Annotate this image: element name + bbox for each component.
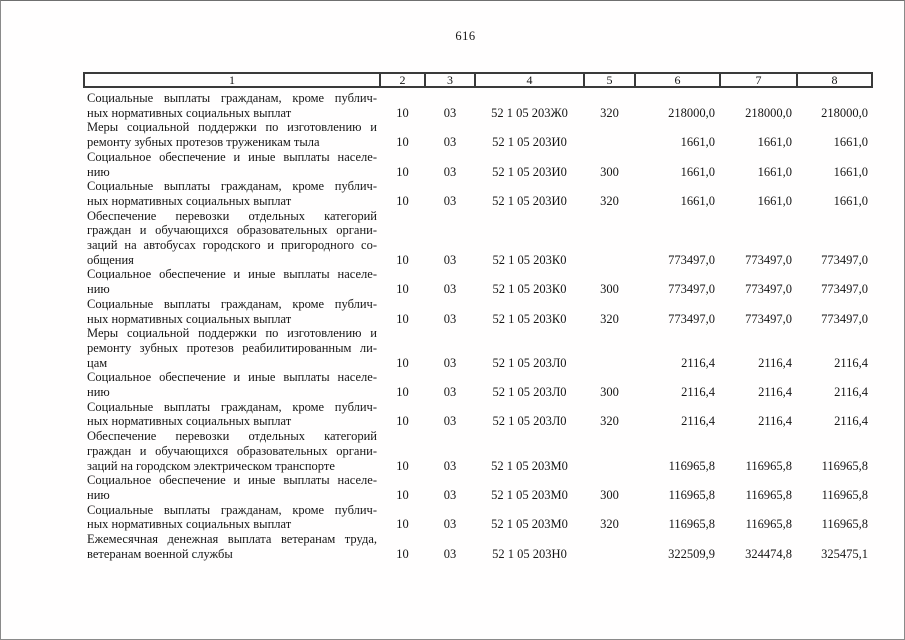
row-title: Социальное обеспечение и иные выплаты населе- нию: [87, 267, 377, 297]
cell-col7: 116965,8: [745, 458, 792, 473]
cell-col2: 10: [396, 311, 409, 326]
cell-col3: 03: [443, 135, 457, 150]
cell-col4: 52 1 05 203Н0: [492, 546, 567, 561]
cell-col3: 03: [443, 164, 457, 179]
table-row: [84, 400, 872, 429]
row-title: Социальные выплаты гражданам, кроме публич- ных нормативных социальных выплат: [87, 502, 377, 532]
cell-col6: 773497,0: [668, 311, 715, 326]
cell-col4: 52 1 05 203Л0: [492, 355, 567, 370]
table-row: [84, 297, 872, 326]
cell-col4: 52 1 05 203И0: [492, 135, 567, 150]
cell-col3: 03: [443, 252, 457, 267]
budget-table: [83, 72, 873, 562]
cell-col3: 03: [443, 385, 457, 400]
cell-col7: 116965,8: [745, 487, 792, 502]
cell-col2: 10: [396, 135, 409, 150]
cell-col6: 2116,4: [681, 355, 715, 370]
cell-col3: 03: [443, 311, 457, 326]
cell-col3: 03: [443, 282, 457, 297]
row-title: Социальные выплаты гражданам, кроме публич- ных нормативных социальных выплат: [87, 296, 377, 326]
row-title: Ежемесячная денежная выплата ветеранам труда, ветеранам военной службы: [87, 532, 377, 561]
cell-col7: 116965,8: [745, 517, 792, 532]
cell-col2: 10: [396, 546, 409, 561]
cell-col2: 10: [396, 458, 409, 473]
cell-col6: 2116,4: [681, 414, 715, 429]
cell-col4: 52 1 05 203К0: [492, 311, 567, 326]
cell-col5: 300: [600, 385, 619, 400]
table-row: [84, 473, 872, 502]
cell-col2: 10: [396, 252, 409, 267]
table-row: [84, 429, 872, 473]
cell-col6: 1661,0: [680, 193, 715, 208]
table-row: [84, 120, 872, 149]
row-title: Меры социальной поддержки по изготовлению и ремонту зубных протезов реабилитированным ли- цам: [87, 326, 377, 370]
cell-col4: 52 1 05 203М0: [491, 487, 568, 502]
cell-col3: 03: [443, 414, 457, 429]
cell-col4: 52 1 05 203К0: [492, 282, 567, 297]
cell-col8: 1661,0: [833, 193, 868, 208]
table-row: [84, 150, 872, 179]
header-cell-4: 4: [475, 73, 584, 87]
cell-col4: 52 1 05 203И0: [492, 164, 567, 179]
cell-col3: 03: [443, 487, 457, 502]
cell-col5: 320: [600, 517, 619, 532]
cell-col6: 116965,8: [668, 458, 715, 473]
row-title: Социальное обеспечение и иные выплаты населе- нию: [87, 149, 377, 179]
cell-col3: 03: [443, 355, 457, 370]
cell-col7: 1661,0: [757, 164, 792, 179]
cell-col5: 320: [600, 414, 619, 429]
cell-col7: 773497,0: [745, 252, 792, 267]
cell-col3: 03: [443, 193, 457, 208]
cell-col6: 218000,0: [668, 105, 715, 120]
cell-col6: 322509,9: [668, 546, 715, 561]
cell-col3: 03: [443, 517, 457, 532]
cell-col6: 773497,0: [668, 252, 715, 267]
cell-col2: 10: [396, 517, 409, 532]
cell-col7: 773497,0: [745, 311, 792, 326]
cell-col3: 03: [443, 546, 457, 561]
table-header-row: [84, 73, 872, 87]
cell-col8: 116965,8: [821, 487, 868, 502]
cell-col5: [584, 429, 635, 473]
table-row: [84, 209, 872, 268]
cell-col6: 773497,0: [668, 282, 715, 297]
table-row: [84, 532, 872, 561]
cell-col8: 773497,0: [821, 311, 868, 326]
cell-col8: 116965,8: [821, 458, 868, 473]
cell-col5: 300: [600, 164, 619, 179]
cell-col5: [584, 326, 635, 370]
cell-col4: 52 1 05 203Л0: [492, 385, 567, 400]
cell-col8: 1661,0: [833, 164, 868, 179]
cell-col8: 773497,0: [821, 252, 868, 267]
cell-col2: 10: [396, 282, 409, 297]
cell-col4: 52 1 05 203Л0: [492, 414, 567, 429]
row-title: Социальное обеспечение и иные выплаты населе- нию: [87, 370, 377, 400]
cell-col8: 1661,0: [833, 135, 868, 150]
cell-col7: 2116,4: [758, 414, 792, 429]
cell-col6: 1661,0: [680, 135, 715, 150]
cell-col5: 320: [600, 193, 619, 208]
cell-col8: 2116,4: [834, 385, 868, 400]
row-title: Социальные выплаты гражданам, кроме публич- ных нормативных социальных выплат: [87, 179, 377, 208]
table-row: [84, 87, 872, 120]
header-cell-3: 3: [425, 73, 475, 87]
cell-col2: 10: [396, 164, 409, 179]
cell-col7: 773497,0: [745, 282, 792, 297]
cell-col5: [584, 532, 635, 561]
cell-col2: 10: [396, 193, 409, 208]
cell-col6: 2116,4: [681, 385, 715, 400]
cell-col7: 2116,4: [758, 385, 792, 400]
table-row: [84, 179, 872, 208]
cell-col7: 324474,8: [745, 546, 792, 561]
cell-col7: 1661,0: [757, 193, 792, 208]
cell-col8: 116965,8: [821, 517, 868, 532]
row-title: Социальные выплаты гражданам, кроме публич- ных нормативных социальных выплат: [87, 399, 377, 429]
cell-col4: 52 1 05 203М0: [491, 517, 568, 532]
cell-col5: 320: [600, 311, 619, 326]
row-title: Меры социальной поддержки по изготовлению и ремонту зубных протезов труженикам тыла: [87, 120, 377, 150]
cell-col6: 116965,8: [668, 517, 715, 532]
cell-col6: 1661,0: [680, 164, 715, 179]
cell-col4: 52 1 05 203М0: [491, 458, 568, 473]
cell-col5: 300: [600, 487, 619, 502]
cell-col5: [584, 209, 635, 268]
row-title: Социальные выплаты гражданам, кроме публич- ных нормативных социальных выплат: [87, 91, 377, 120]
table-row: [84, 326, 872, 370]
cell-col4: 52 1 05 203Ж0: [491, 105, 568, 120]
row-title: Социальное обеспечение и иные выплаты населе- нию: [87, 473, 377, 502]
cell-col5: 300: [600, 282, 619, 297]
header-cell-7: 7: [720, 73, 797, 87]
row-title: Обеспечение перевозки отдельных категорий граждан и обучающихся образовательных органи- заций на городском электрическом транспорте: [87, 429, 377, 473]
cell-col5: [584, 120, 635, 149]
row-title: Обеспечение перевозки отдельных категорий граждан и обучающихся образовательных органи- заций на автобусах городского и пригородного со- общения: [87, 208, 377, 267]
cell-col4: 52 1 05 203И0: [492, 193, 567, 208]
cell-col8: 325475,1: [821, 546, 868, 561]
cell-col2: 10: [396, 355, 409, 370]
cell-col3: 03: [443, 458, 457, 473]
cell-col3: 03: [443, 105, 457, 120]
header-cell-5: 5: [584, 73, 635, 87]
cell-col2: 10: [396, 414, 409, 429]
cell-col5: 320: [600, 105, 619, 120]
cell-col8: 773497,0: [821, 282, 868, 297]
cell-col7: 2116,4: [758, 355, 792, 370]
page-number: 616: [455, 29, 476, 43]
header-cell-2: 2: [380, 73, 425, 87]
header-cell-8: 8: [797, 73, 872, 87]
header-cell-6: 6: [635, 73, 720, 87]
table-row: [84, 370, 872, 399]
cell-col4: 52 1 05 203К0: [492, 252, 567, 267]
cell-col8: 2116,4: [834, 355, 868, 370]
table-row: [84, 267, 872, 296]
cell-col6: 116965,8: [668, 487, 715, 502]
cell-col2: 10: [396, 105, 409, 120]
cell-col7: 1661,0: [757, 135, 792, 150]
cell-col2: 10: [396, 487, 409, 502]
cell-col8: 218000,0: [821, 105, 868, 120]
table-row: [84, 503, 872, 532]
cell-col8: 2116,4: [834, 414, 868, 429]
header-cell-1: 1: [84, 73, 380, 87]
cell-col7: 218000,0: [745, 105, 792, 120]
cell-col2: 10: [396, 385, 409, 400]
